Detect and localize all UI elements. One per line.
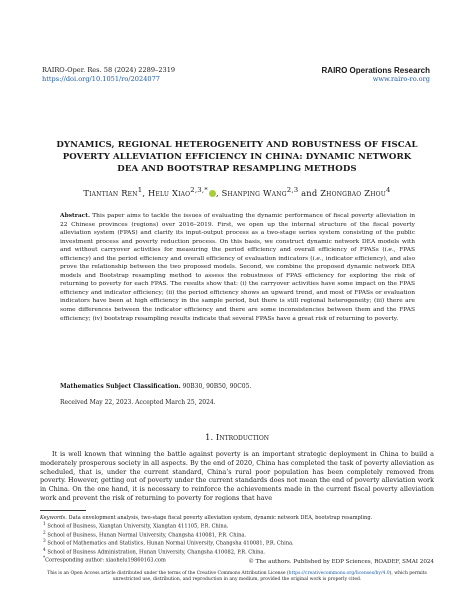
abstract-text: This paper aims to tackle the issues of evaluating the dynamic performance of fiscal poverty alleviation in 22 Chinese provinces (regions) over 2016–2019. First, we open up the internal structure of the fiscal poverty alleviation system (FPAS) and clarify its input-output process as a two-stage series system consisting of the public investment process and poverty reduction process. On this basis, we construct dynamic network DEA models with and without carryover activities for measuring the period efficiency and overall efficiency of FPASs ( [60,213,415,254]
subject-classification [60,383,415,390]
received-dates: Received May 22, 2023. Accepted March 25, 2024. [60,399,216,406]
footnote-marker: * [43,556,46,562]
footnote-divider [40,510,86,511]
affiliation-footnote [40,531,434,540]
title-line-1: DYNAMICS, REGIONAL HETEROGENEITY AND ROBUSTNESS OF FISCAL [56,140,418,150]
separator: and [298,187,321,198]
license-text: This is an Open Access article distributed under the terms of the Creative Commons Attribution License ( [47,571,289,576]
author-affiliation: 2,3 [286,186,299,194]
author-name: Tiantian Ren [83,187,138,198]
author-affiliation: 2,3,* [190,186,208,194]
license-link[interactable]: https://creativecommons.org/licenses/by/4.0 [288,571,390,576]
journal-citation: RAIRO-Oper. Res. 58 (2024) 2289–2319 [42,66,176,74]
footnote-marker: 2 [43,530,46,536]
author-name: Shanping Wang [221,187,287,198]
keywords-label: Keywords. [40,515,67,521]
footnotes [40,515,434,565]
footnote-text: School of Business, Xiangtan University, Xiangtan 411105, P.R. China. [47,523,229,530]
author-list [40,186,434,198]
abstract-text: i.e. [384,247,394,254]
affiliation-footnote [40,548,434,557]
abstract-text: , FPAS efficiency) and the period efficiency and overall efficiency of evaluation indicators ( [60,247,415,262]
footnote-marker: 3 [43,539,46,545]
license-text: ), which permits unrestricted use, distribution, and reproduction in any medium, provided the original work is properly cited. [112,571,427,582]
title-line-3: DEA AND BOOTSTRAP RESAMPLING METHODS [117,164,357,174]
author-affiliation: 4 [386,186,391,194]
journal-name: RAIRO Operations Research [321,66,430,75]
footnote-text: School of Business, Hunan Normal University, Changsha 410081, P.R. China. [47,532,247,539]
author-affiliation: 1 [137,186,143,194]
footnote-marker: 4 [43,547,46,553]
abstract-label: Abstract. [60,212,91,219]
separator: , [215,187,222,198]
section-title: Introduction [215,433,270,443]
footnote-text: School of Business Administration, Hunan University, Changsha 410082, P.R. China. [47,549,266,556]
abstract-text: i.e. [312,255,322,262]
doi-link[interactable]: https://doi.org/10.1051/ro/2024077 [42,75,160,83]
orcid-icon[interactable] [209,190,216,197]
keywords-line [40,515,434,522]
paper-title [40,139,434,175]
section-heading [40,433,434,443]
title-line-2: POVERTY ALLEVIATION EFFICIENCY IN CHINA: DYNAMIC NETWORK [62,152,412,162]
abstract-text: , indicator efficiency), and also prove the relationship between the two proposed models. Second, we combine the proposed dynamic network DEA models and Bootstrap resampling method to assess the robustness of FPAS efficiency for exploring the risk of returning to poverty for each FPAS. The results show that: (i) the carryover activities have some impact on the FPAS efficiency and indicator efficiency; (ii) the period efficiency shows an upward trend, and most of FPASs or evaluation indicators have been at high efficiency in the sample period, but there is still regional heterogeneity; (iii) there are some differences between the indicator efficiency and there are some inconsistencies between them and the FPAS efficiency; (iv) bootstrap resampling results indicate that several FPASs have a great risk of returning to poverty. [60,255,415,322]
affiliation-footnote [40,539,434,548]
footnote-marker: 1 [43,521,46,527]
affiliation-footnote [40,522,434,531]
journal-header [322,66,430,84]
msc-codes: 90B30, 90B50, 90C05. [182,383,252,390]
license-notice [40,571,434,583]
separator: , [142,187,148,198]
author-name: Zhongbao Zhou [320,187,387,198]
footnote-text: School of Mathematics and Statistics, Hunan Normal University, Changsha 410081, P.R. China. [47,540,294,547]
abstract [60,212,415,323]
copyright-notice: © The authors. Published by EDP Sciences, ROADEF, SMAI 2024 [248,559,434,565]
footnote-text: Corresponding author: xiaohelu19860163.com [45,557,166,564]
journal-reference [42,66,175,84]
msc-label: Mathematics Subject Classification. [60,383,181,390]
keywords: Data envelopment analysis, two-stage fiscal poverty alleviation system, dynamic network DEA, bootstrap resampling. [68,515,373,521]
introduction-text: It is well known that winning the battle against poverty is an important strategic deployment in China to build a moderately prosperous society in all aspects. By the end of 2020, China has completed the task of poverty alleviation as scheduled, that is, under the current standard, China’s rural poor population has been completely removed from poverty. However, getting out of poverty under the current standards does not mean the end of poverty alleviation work in China. On the one hand, it is necessary to reinforce the achievements made in the current fiscal poverty alleviation work and prevent the risk of returning to poverty for regions that have [40,450,434,502]
section-number: 1. [204,433,214,443]
author-name: Helu Xiao [148,187,191,198]
journal-url-link[interactable]: www.rairo-ro.org [372,75,430,83]
